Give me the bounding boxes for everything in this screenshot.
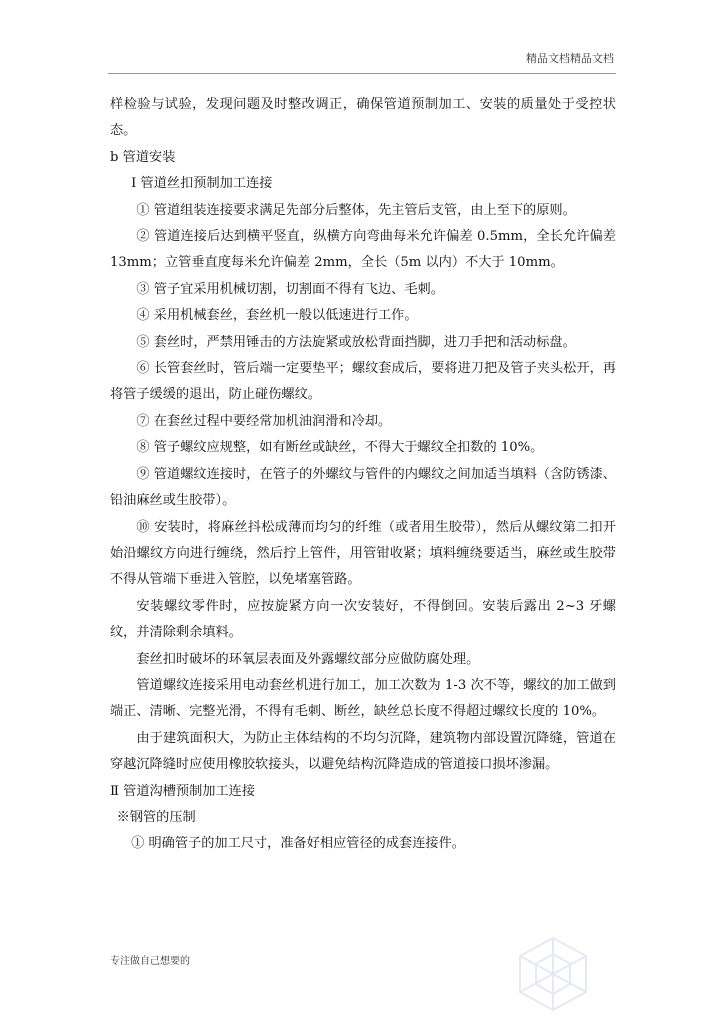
snowflake-watermark-icon: [498, 930, 608, 1020]
paragraph: ① 管道组装连接要求满足先部分后整体，先主管后支管，由上至下的原则。: [136, 202, 576, 218]
paragraph: 由于建筑面积大，为防止主体结构的不均匀沉降，建筑物内部设置沉降缝，管道在穿越沉降缝时应使用橡胶软接头，以避免结构沉降造成的管道接口损坏渗漏。: [110, 730, 616, 773]
paragraph: 样检验与试验，发现问题及时整改调正，确保管道预制加工、安装的质量处于受控状态。: [110, 97, 616, 139]
paragraph: ① 明确管子的加工尺寸，准备好相应管径的成套连接件。: [131, 836, 465, 852]
page-footer: 专注做自己想要的: [110, 956, 190, 967]
page-header: 精品文档精品文档: [526, 52, 614, 65]
paragraph: ※钢管的压制: [116, 809, 196, 825]
paragraph: Ⅱ 管道沟槽预制加工连接: [110, 783, 256, 799]
document-body: [110, 92, 616, 858]
paragraph: Ⅰ 管道丝扣预制加工连接: [131, 176, 273, 192]
paragraph: 安装螺纹零件时，应按旋紧方向一次安装好，不得倒回。安装后露出 2~3 牙螺纹，并清除剩余填料。: [110, 598, 616, 641]
paragraph: 管道螺纹连接采用电动套丝机进行加工，加工次数为 1-3 次不等，螺纹的加工做到端正、清晰、完整光滑，不得有毛刺、断丝，缺丝总长度不得超过螺纹长度的 10%。: [110, 677, 616, 720]
paragraph: ③ 管子宜采用机械切割，切割面不得有飞边、毛刺。: [136, 281, 444, 297]
paragraph: ② 管道连接后达到横平竖直，纵横方向弯曲每米允许偏差 0.5mm，全长允许偏差 13mm；立管垂直度每米允许偏差 2mm，全长（5m 以内）不大于 10mm。: [110, 229, 616, 271]
header-divider: [108, 73, 616, 74]
paragraph: ⑨ 管道螺纹连接时，在管子的外螺纹与管件的内螺纹之间加适当填料（含防锈漆、铅油麻丝或生胶带）。: [110, 466, 616, 509]
paragraph: b 管道安装: [110, 149, 176, 165]
paragraph: ⑥ 长管套丝时，管后端一定要垫平；螺纹套成后，要将进刀把及管子夹头松开，再将管子缓缓的退出，防止碰伤螺纹。: [110, 361, 616, 403]
paragraph: ⑧ 管子螺纹应规整，如有断丝或缺丝，不得大于螺纹全扣数的 10%。: [136, 440, 544, 456]
paragraph: 套丝扣时破坏的环氧层表面及外露螺纹部分应做防腐处理。: [136, 651, 480, 667]
paragraph: ④ 采用机械套丝，套丝机一般以低速进行工作。: [136, 308, 418, 324]
paragraph: ⑦ 在套丝过程中要经常加机油润滑和冷却。: [136, 413, 392, 429]
paragraph: ⑩ 安装时，将麻丝抖松成薄而均匀的纤维（或者用生胶带），然后从螺纹第二扣开始沿螺纹方向进行缠绕，然后拧上管件，用管钳收紧；填料缠绕要适当，麻丝或生胶带不得从管端下垂进入管腔，以免堵塞管路。: [110, 519, 616, 588]
paragraph: ⑤ 套丝时，严禁用锤击的方法旋紧或放松背面挡脚，进刀手把和活动标盘。: [136, 334, 576, 350]
